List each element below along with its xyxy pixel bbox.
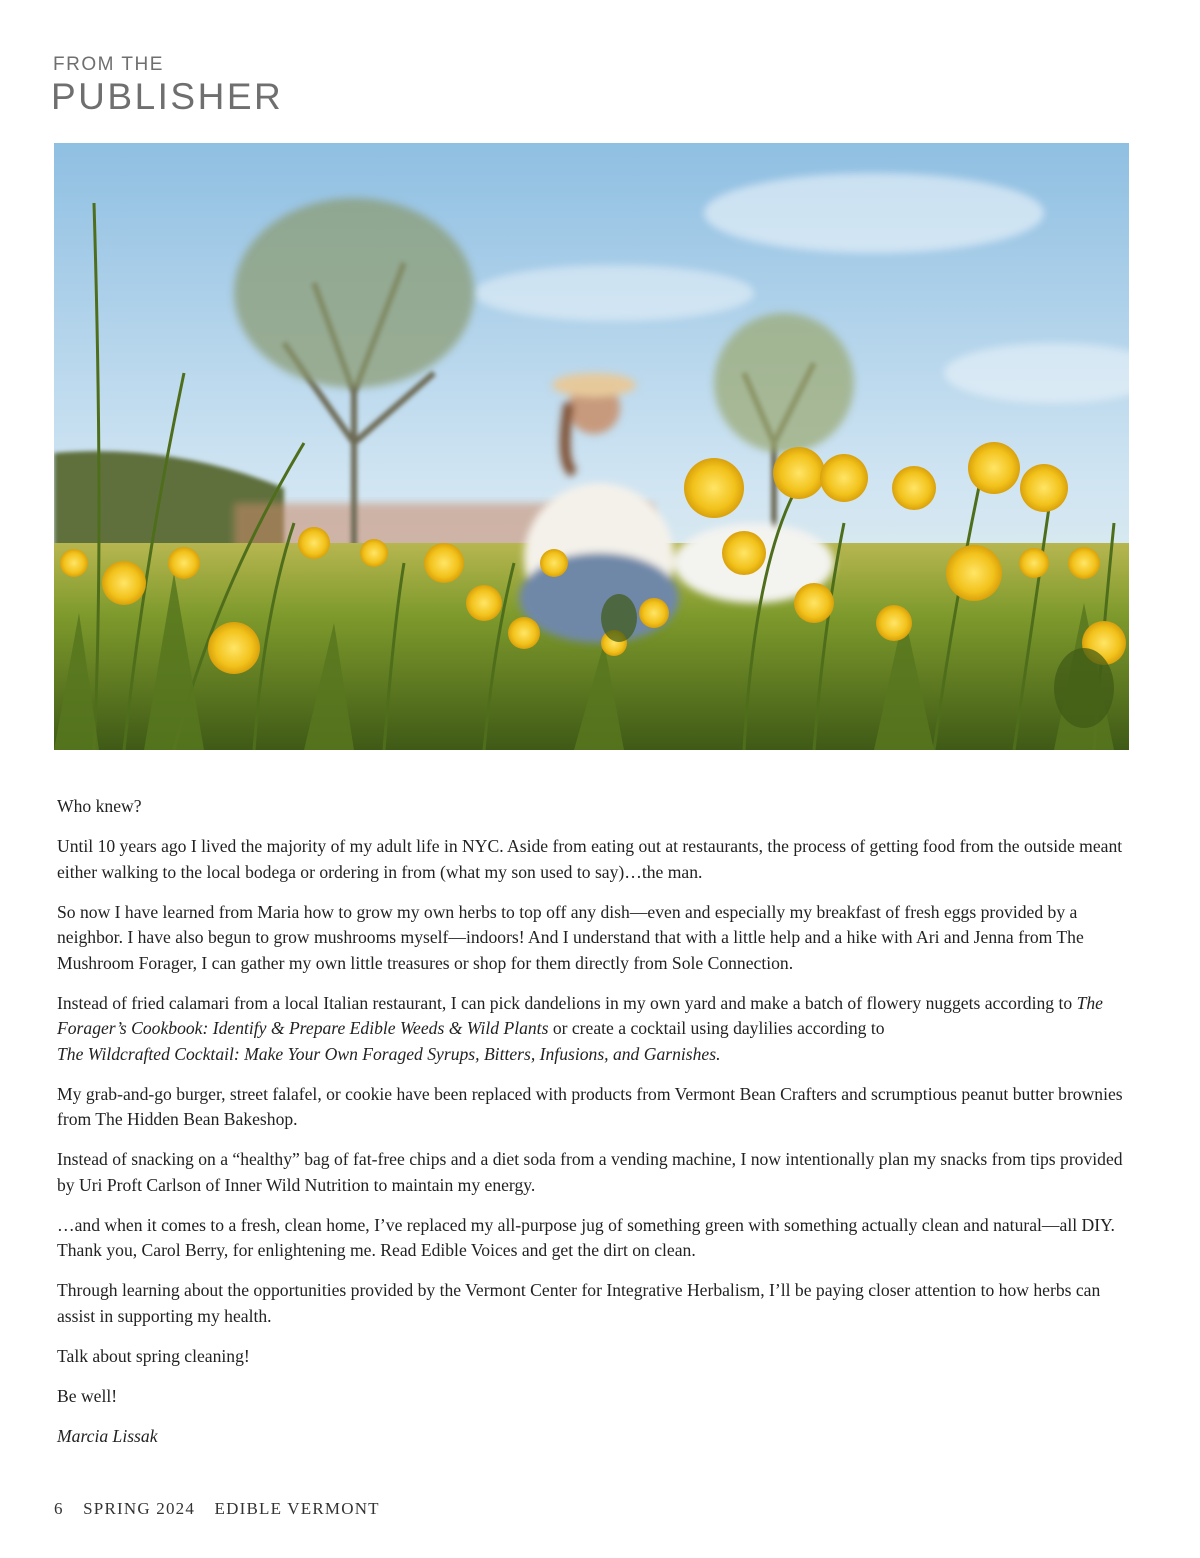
letter-text: Instead of fried calamari from a local Italian restaurant, I can pick dandelions in my own yard and make a batch of flowery nuggets according to xyxy=(57,992,1077,1013)
book-title: The Forager’s Cookbook: Identify & Prepare Edible Weeds & Wild Plants xyxy=(57,992,1103,1038)
issue-label: SPRING 2024 xyxy=(83,1499,196,1518)
publication-name: EDIBLE VERMONT xyxy=(214,1499,380,1518)
letter-paragraph: Until 10 years ago I lived the majority of my adult life in NYC. Aside from eating out at restaurants, the process of getting food from the outside meant either walking to the local bodega or ordering in from (what my son used to say)…the man. xyxy=(57,836,1123,882)
book-title: The Wildcrafted Cocktail: Make Your Own Foraged Syrups, Bitters, Infusions, and Garnishes. xyxy=(57,1043,721,1064)
section-kicker: FROM THE xyxy=(53,54,164,75)
meadow-photo xyxy=(54,143,1129,750)
letter-paragraph: Through learning about the opportunities provided by the Vermont Center for Integrative Herbalism, I’ll be paying closer attention to how herbs can assist in supporting my health. xyxy=(57,1280,1101,1326)
letter-paragraph: So now I have learned from Maria how to grow my own herbs to top off any dish—even and especially my breakfast of fresh eggs provided by a neighbor. I have also begun to grow mushrooms myself—indoors! And I understand that with a little help and a hike with Ari and Jenna from The Mushroom Forager, I can gather my own little treasures or shop for them directly from Sole Connection. xyxy=(57,901,1084,973)
letter-text: or create a cocktail using daylilies according to xyxy=(548,1018,885,1038)
section-title: PUBLISHER xyxy=(51,76,284,117)
publisher-letter xyxy=(57,794,1132,1464)
letter-closing: Be well! xyxy=(57,1385,118,1406)
letter-paragraph: My grab-and-go burger, street falafel, or cookie have been replaced with products from Vermont Bean Crafters and scrumptious peanut butter brownies from The Hidden Bean Bakeshop. xyxy=(57,1083,1123,1129)
letter-opening: Who knew? xyxy=(57,796,142,816)
letter-signature: Marcia Lissak xyxy=(57,1425,158,1446)
letter-paragraph: Instead of snacking on a “healthy” bag of fat-free chips and a diet soda from a vending machine, I now intentionally plan my snacks from tips provided by Uri Proft Carlson of Inner Wild Nutrition to maintain my energy. xyxy=(57,1149,1123,1195)
meadow-photo-illustration xyxy=(54,143,1129,750)
letter-paragraph: …and when it comes to a fresh, clean home, I’ve replaced my all-purpose jug of something green with something actually clean and natural—all DIY. Thank you, Carol Berry, for enlightening me. Read Edible Voices and get the dirt on clean. xyxy=(57,1214,1115,1260)
page-footer xyxy=(54,1499,394,1519)
letter-paragraph-books xyxy=(57,991,1132,1068)
letter-paragraph: Talk about spring cleaning! xyxy=(57,1345,250,1366)
page-number: 6 xyxy=(54,1499,64,1518)
